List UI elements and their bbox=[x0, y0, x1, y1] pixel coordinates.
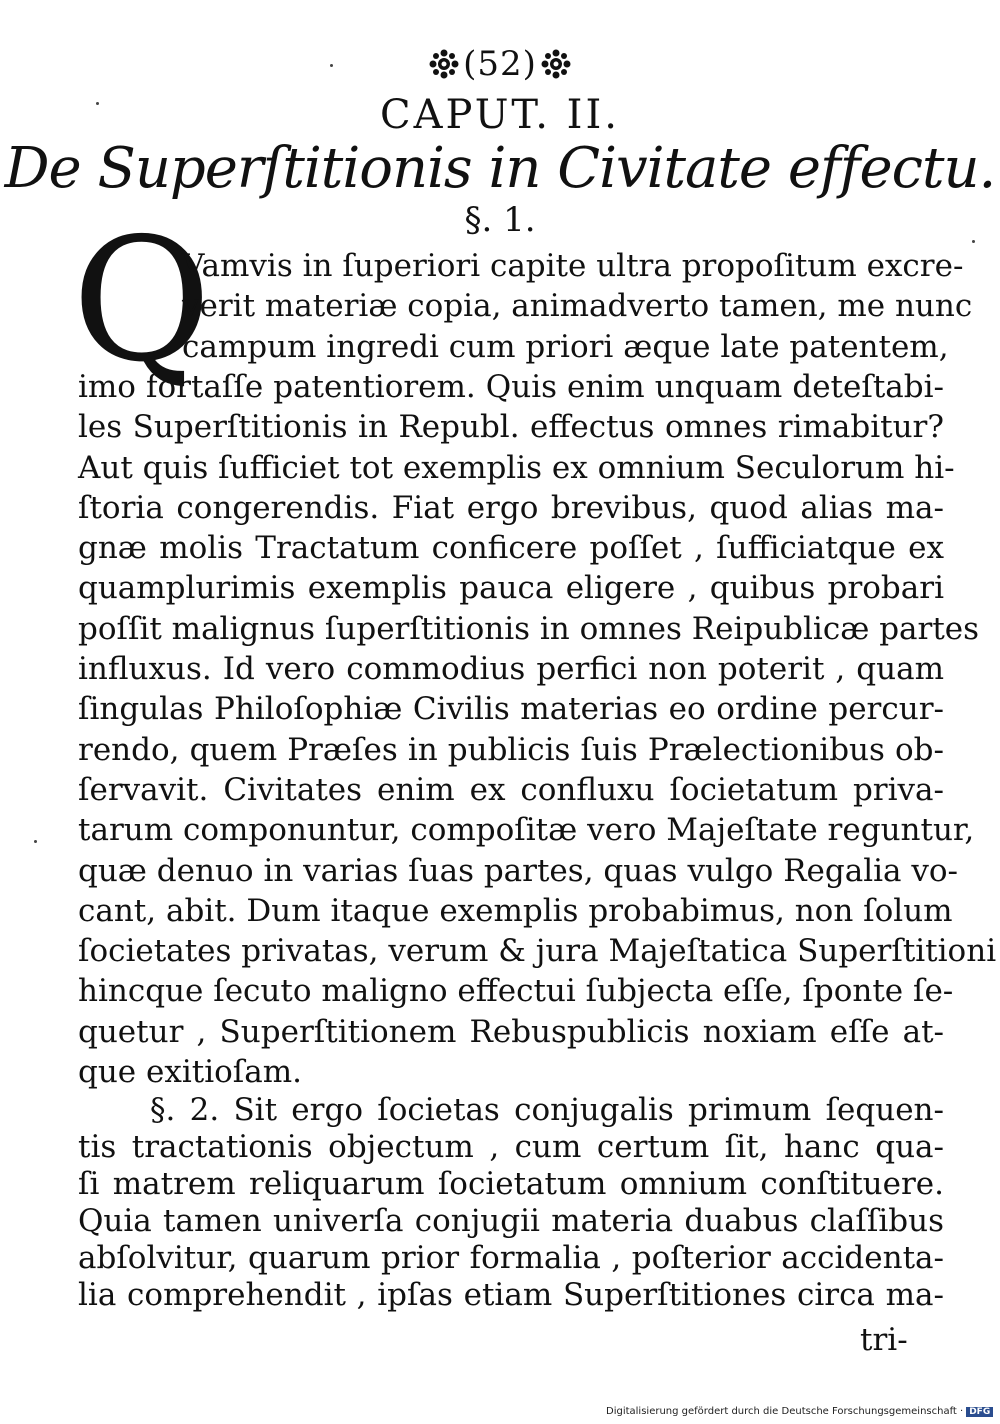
page-number-text: (52) bbox=[463, 44, 537, 84]
ink-speck bbox=[34, 840, 37, 843]
text-line: ſingulas Philoſophiæ Civilis materias eo ordine percur- bbox=[78, 691, 944, 728]
text-line: Quia tamen univerſa conjugii materia duabus claſſibus bbox=[78, 1203, 944, 1239]
text-line: quamplurimis exemplis pauca eligere , quibus probari bbox=[78, 570, 944, 607]
section-one-mark: §. 1. bbox=[464, 200, 536, 240]
text-line: les Superſtitionis in Republ. effectus omnes rimabitur? bbox=[78, 409, 944, 446]
text-line: poſſit malignus ſuperſtitionis in omnes Reipublicæ partes bbox=[78, 610, 980, 647]
digitization-footer bbox=[606, 1406, 994, 1417]
text-line: influxus. Id vero commodius perfici non poterit , quam bbox=[78, 651, 944, 687]
text-line: hincque ſecuto maligno effectui ſubjecta eſſe, ſponte ſe- bbox=[78, 973, 954, 1010]
text-line: que exitioſam. bbox=[78, 1054, 302, 1090]
text-line: ſervavit. Civitates enim ex confluxu ſocietatum priva- bbox=[78, 771, 944, 808]
text-line: tis tractationis objectum , cum certum ſit, hanc qua- bbox=[78, 1129, 944, 1165]
text-line: gnæ molis Tractatum conficere poſſet , ſufficiatque ex bbox=[78, 530, 944, 567]
text-line: Aut quis ſufficiet tot exemplis ex omnium Seculorum hi- bbox=[78, 449, 955, 486]
text-line: tarum componuntur, compoſitæ vero Majeſtate reguntur, bbox=[78, 812, 975, 849]
footer-text: Digitalisierung gefördert durch die Deutsche Forschungsgemeinschaft · bbox=[606, 1406, 964, 1417]
page-number bbox=[0, 44, 1000, 84]
ink-speck bbox=[972, 240, 975, 243]
text-line: lia comprehendit , ipſas etiam Superſtitiones circa ma- bbox=[78, 1277, 944, 1313]
ornament-flower-icon bbox=[541, 49, 571, 79]
ink-speck bbox=[330, 64, 333, 67]
dfg-logo: DFG bbox=[966, 1407, 993, 1417]
text-line: cant, abit. Dum itaque exemplis probabimus, non ſolum bbox=[78, 892, 953, 929]
text-line: quæ denuo in varias ſuas partes, quas vulgo Regalia vo- bbox=[78, 852, 959, 889]
text-line: Vamvis in ſuperiori capite ultra propoſitum excre- bbox=[182, 248, 964, 284]
ink-speck bbox=[96, 102, 99, 105]
text-line: quetur , Superſtitionem Rebuspublicis noxiam eſſe at- bbox=[78, 1013, 944, 1050]
text-line: ſocietates privatas, verum & jura Majeſtatica Superſtitioni bbox=[78, 933, 997, 970]
drop-cap: Q bbox=[72, 202, 212, 400]
chapter-title: De Superſtitionis in Civitate effectu. bbox=[4, 136, 996, 201]
text-line: ſtoria congerendis. Fiat ergo brevibus, quod alias ma- bbox=[78, 489, 944, 526]
text-line: imo fortaſſe patentiorem. Quis enim unquam deteſtabi- bbox=[78, 368, 944, 405]
text-line: ſi matrem reliquarum ſocietatum omnium conſtituere. bbox=[78, 1166, 944, 1202]
text-line: rendo, quem Præſes in publicis ſuis Prælectionibus ob- bbox=[78, 731, 944, 768]
text-line: §. 2. Sit ergo ſocietas conjugalis primum ſequen- bbox=[150, 1092, 944, 1128]
text-line: verit materiæ copia, animadverto tamen, me nunc bbox=[182, 288, 973, 325]
ornament-flower-icon bbox=[429, 49, 459, 79]
text-line: abſolvitur, quarum prior formalia , poſterior accidenta- bbox=[78, 1240, 944, 1276]
catchword: tri- bbox=[860, 1322, 908, 1358]
chapter-heading: CAPUT. II. bbox=[380, 92, 620, 138]
text-line: campum ingredi cum priori æque late patentem, bbox=[182, 328, 949, 365]
